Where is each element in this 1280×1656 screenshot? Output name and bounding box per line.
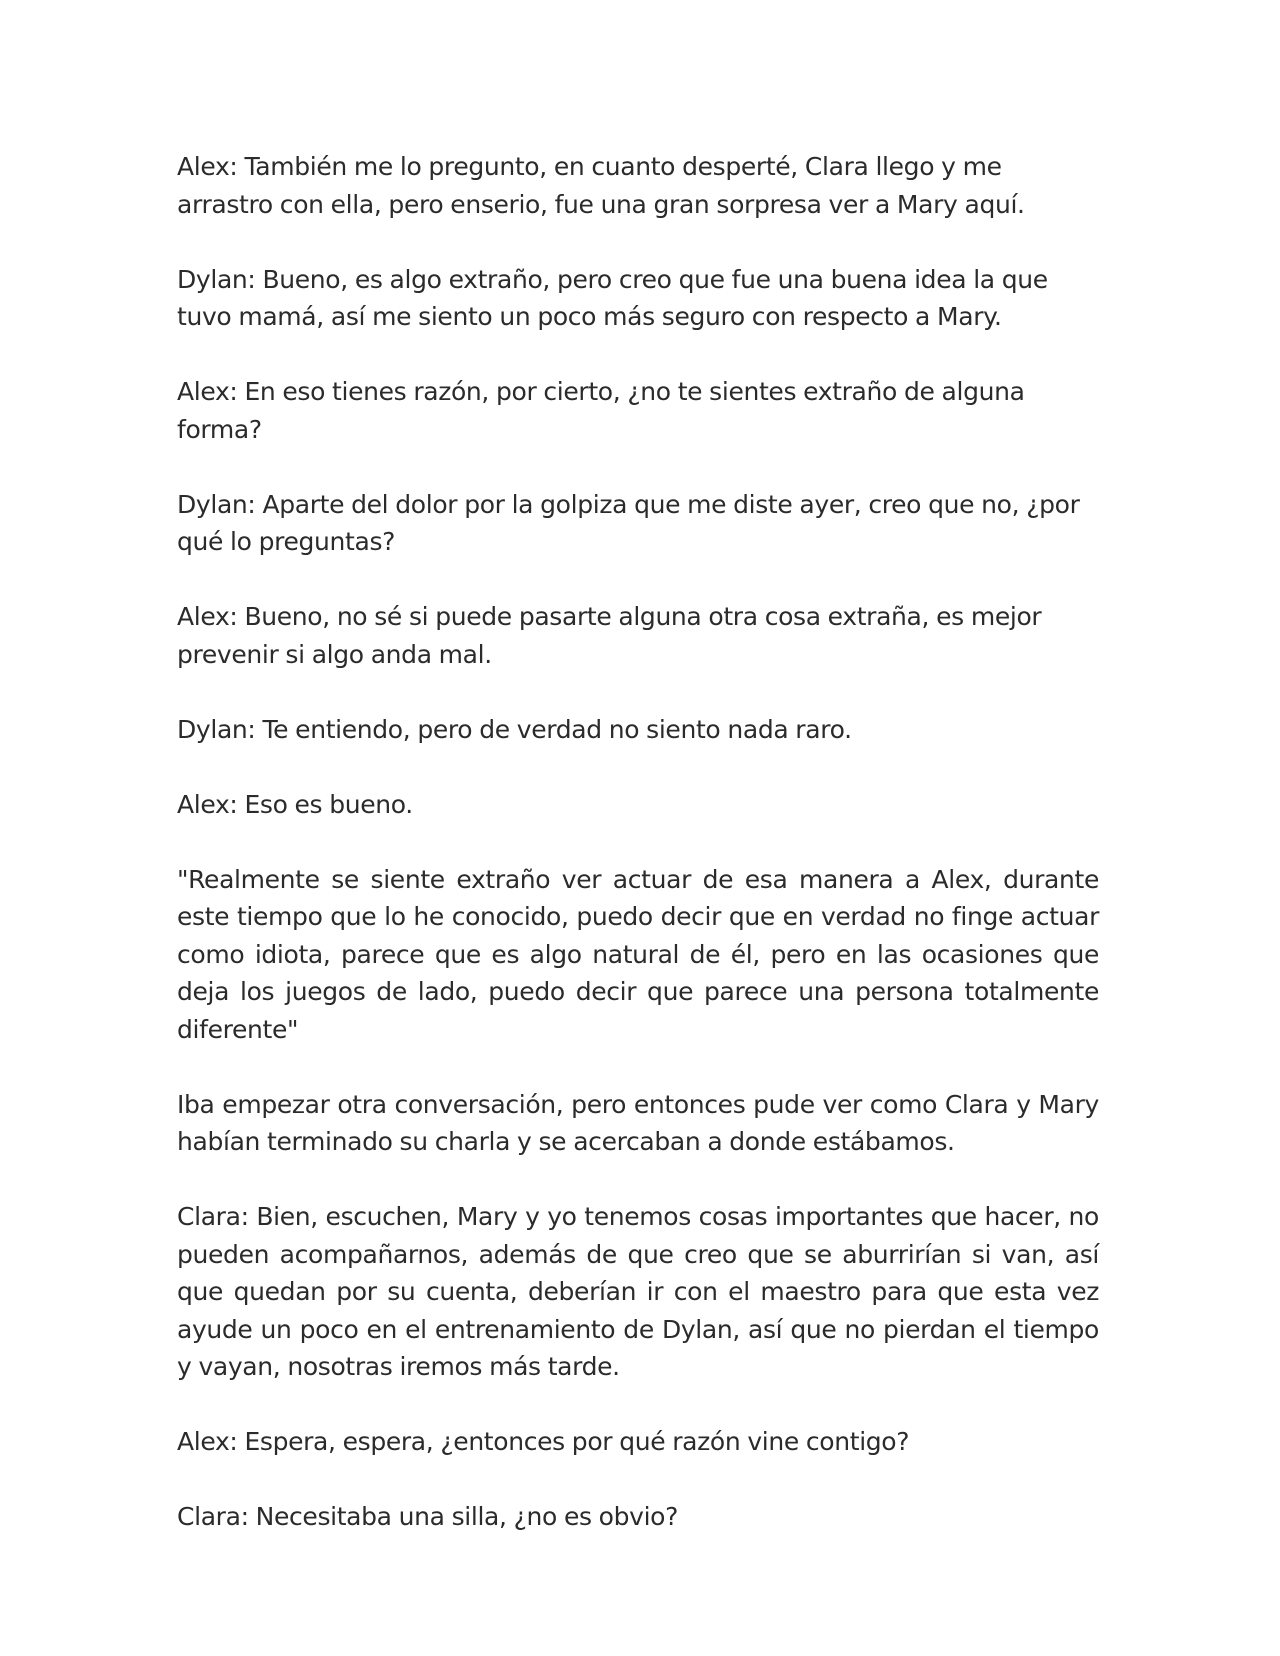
paragraph-alex-5: Alex: Espera, espera, ¿entonces por qué razón vine contigo? bbox=[177, 1427, 910, 1456]
paragraph-narration: Iba empezar otra conversación, pero entonces pude ver como Clara y Mary habían terminado su charla y se acercaban a donde estábamos. bbox=[177, 1089, 1099, 1156]
story-text bbox=[177, 148, 1099, 1573]
paragraph-dylan-3: Dylan: Te entiendo, pero de verdad no siento nada raro. bbox=[177, 714, 852, 744]
paragraph-clara-1: Clara: Bien, escuchen, Mary y yo tenemos cosas importantes que hacer, no pueden acompañarnos, además de que creo que se aburrirían si van, así que quedan por su cuenta, deberían ir con el maestro para que esta vez ayude un poco en el entrenamiento de Dylan, así que no pierdan el tiempo y vayan, nosotras iremos más tarde. bbox=[177, 1202, 1099, 1381]
paragraph-alex-1: Alex: También me lo pregunto, en cuanto desperté, Clara llego y me arrastro con ella, pero enserio, fue una gran sorpresa ver a Mary aquí. bbox=[177, 152, 1025, 219]
paragraph-alex-3: Alex: Bueno, no sé si puede pasarte alguna otra cosa extraña, es mejor prevenir si algo anda mal. bbox=[177, 602, 1042, 669]
paragraph-dylan-2: Dylan: Aparte del dolor por la golpiza que me diste ayer, creo que no, ¿por qué lo preguntas? bbox=[177, 489, 1080, 556]
paragraph-inner-thought: "Realmente se siente extraño ver actuar de esa manera a Alex, durante este tiempo que lo he conocido, puedo decir que en verdad no finge actuar como idiota, parece que es algo natural de él, pero en las ocasiones que deja los juegos de lado, puedo decir que parece una persona totalmente diferente" bbox=[177, 864, 1099, 1044]
paragraph-dylan-1: Dylan: Bueno, es algo extraño, pero creo que fue una buena idea la que tuvo mamá, así me siento un poco más seguro con respecto a Mary. bbox=[177, 264, 1048, 331]
paragraph-clara-2: Clara: Necesitaba una silla, ¿no es obvio? bbox=[177, 1502, 679, 1531]
paragraph-alex-2: Alex: En eso tienes razón, por cierto, ¿no te sientes extraño de alguna forma? bbox=[177, 377, 1025, 444]
paragraph-alex-4: Alex: Eso es bueno. bbox=[177, 789, 413, 819]
